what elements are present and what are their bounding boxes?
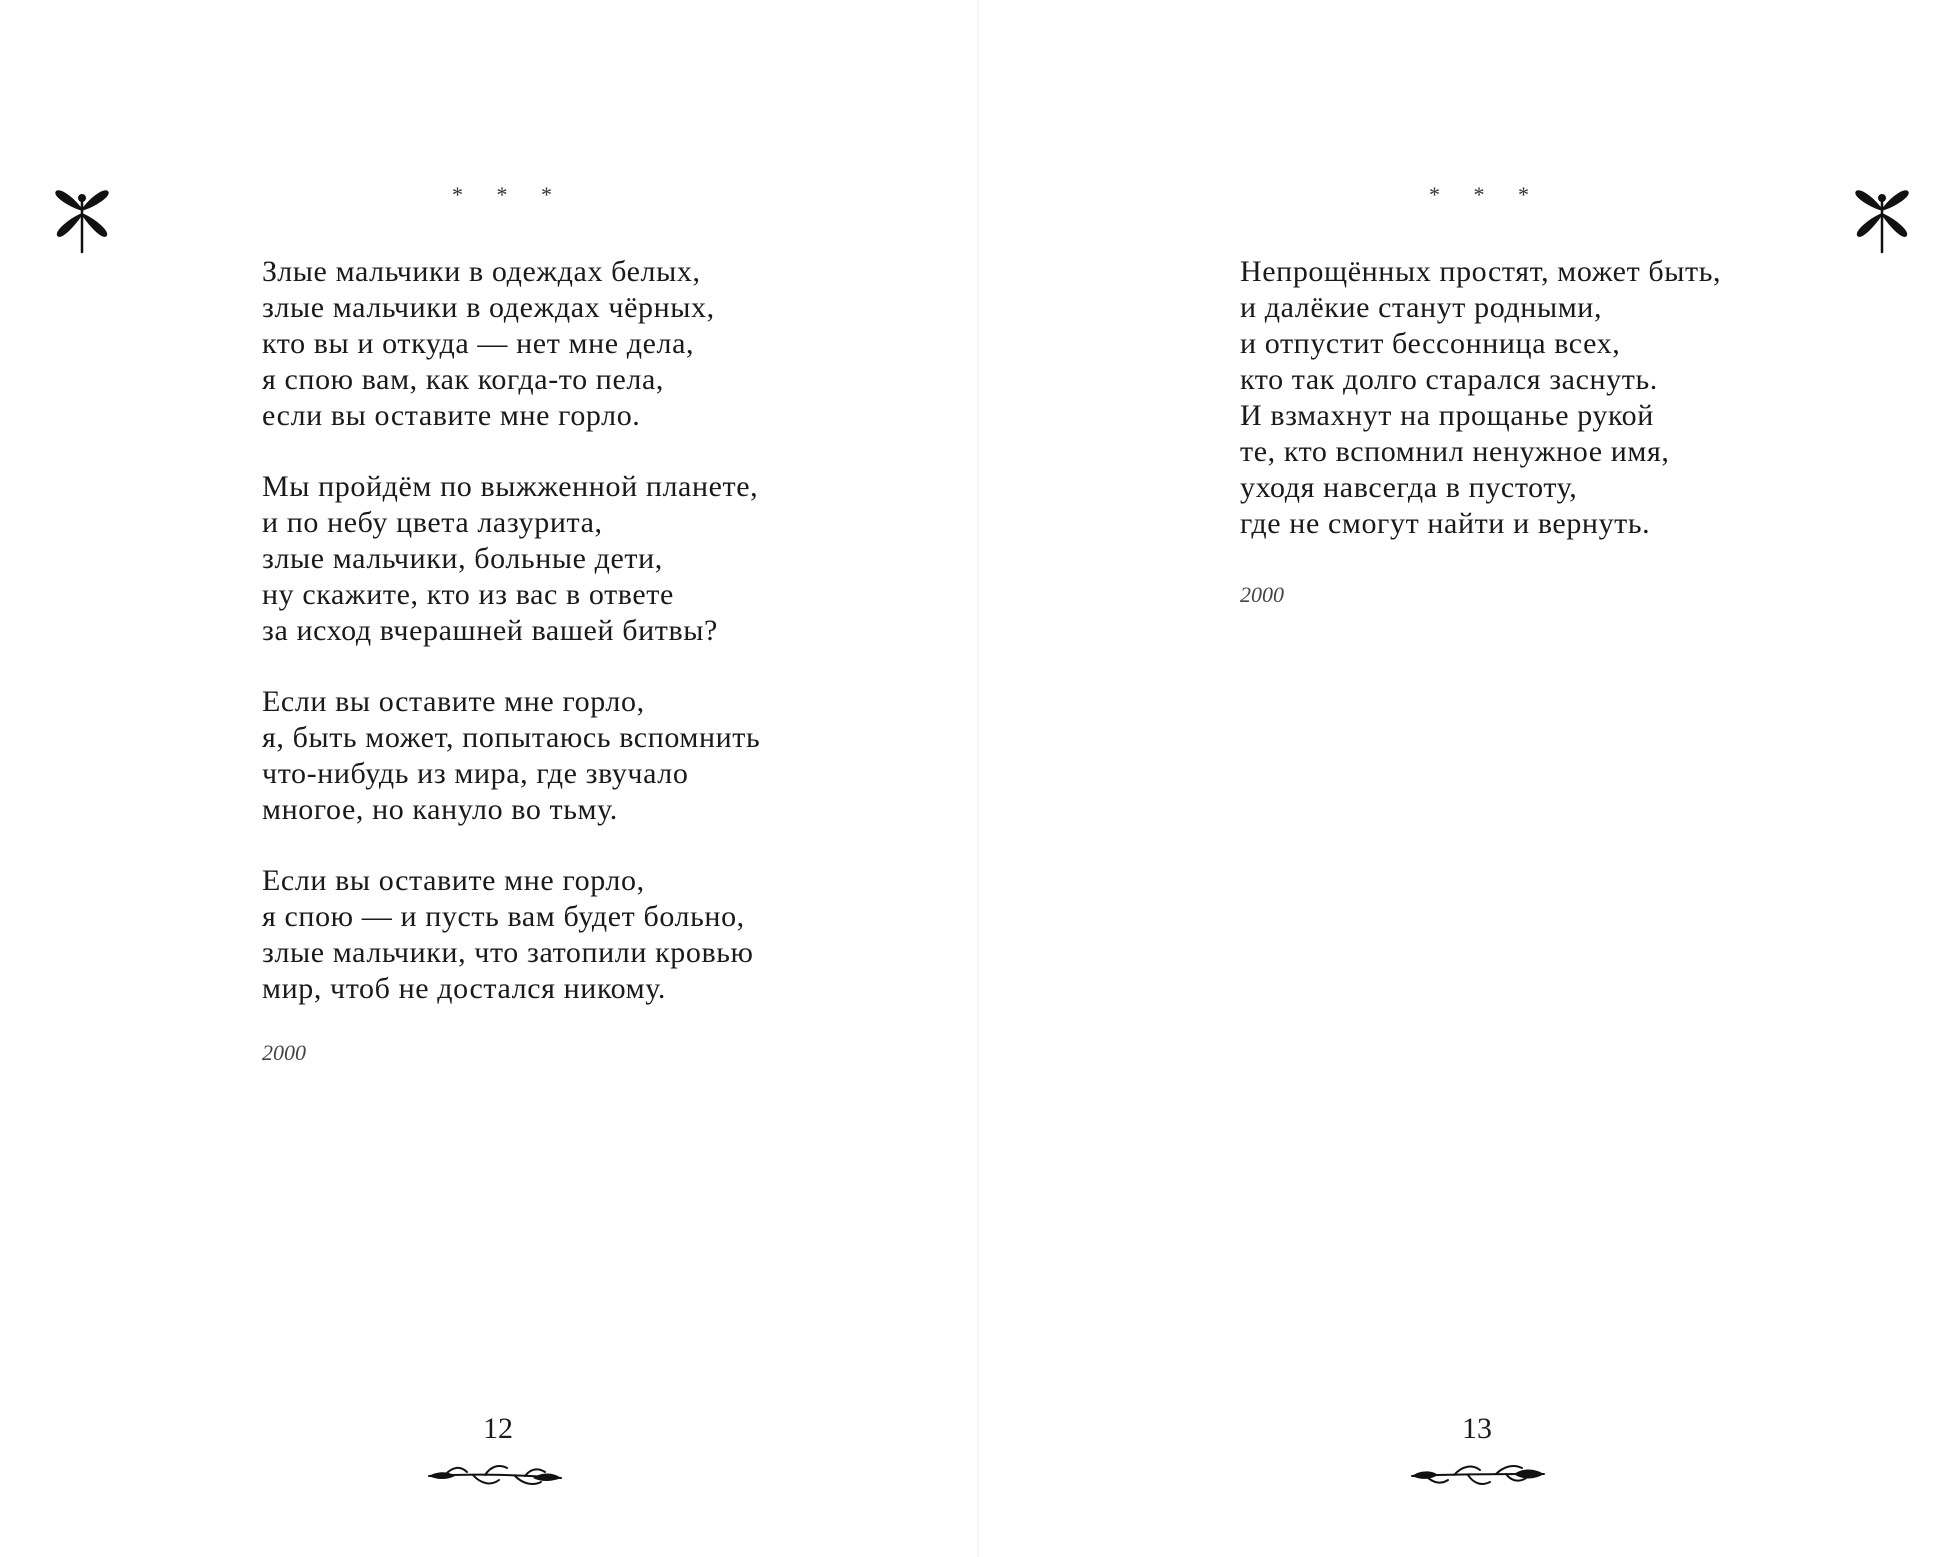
poem-line: если вы оставите мне горло. [262, 399, 641, 432]
poem-line: кто вы и откуда — нет мне дела, [262, 327, 695, 360]
stanza [262, 254, 760, 434]
poem-line: я спою — и пусть вам будет больно, [262, 900, 745, 933]
poem-line: многое, но кануло во тьму. [262, 793, 618, 826]
right-page [978, 0, 1956, 1557]
poem-line: Мы пройдём по выжженной планете, [262, 470, 759, 503]
poem-text [1240, 254, 1721, 577]
poem-line: и отпустит бессонница всех, [1240, 327, 1621, 360]
section-separator: * * * [1429, 182, 1543, 207]
poem-line: и далёкие станут родными, [1240, 291, 1603, 324]
stanza [1240, 254, 1721, 542]
poem-line: за исход вчерашней вашей битвы? [262, 614, 718, 647]
dragonfly-icon [50, 186, 114, 267]
poem-line: Если вы оставите мне горло, [262, 864, 645, 897]
page-number: 13 [1462, 1412, 1492, 1445]
poem-line: и по небу цвета лазурита, [262, 506, 603, 539]
poem-line: те, кто вспомнил ненужное имя, [1240, 435, 1670, 468]
poem-line: злые мальчики в одеждах чёрных, [262, 291, 715, 324]
poem-line: где не смогут найти и вернуть. [1240, 507, 1651, 540]
poem-line: мир, чтоб не достался никому. [262, 972, 666, 1005]
poem-line: злые мальчики, больные дети, [262, 542, 663, 575]
stanza [262, 863, 760, 1007]
poem-line: Непрощённых простят, может быть, [1240, 255, 1722, 288]
branch-ornament-icon [425, 1460, 565, 1495]
section-separator: * * * [452, 182, 566, 207]
poem-line: я, быть может, попытаюсь вспомнить [262, 721, 761, 754]
poem-line: кто так долго старался заснуть. [1240, 363, 1658, 396]
dragonfly-icon [1850, 186, 1914, 267]
poem-year: 2000 [262, 1040, 306, 1065]
poem-line: я спою вам, как когда-то пела, [262, 363, 664, 396]
poem-line: злые мальчики, что затопили кровью [262, 936, 754, 969]
poem-line: ну скажите, кто из вас в ответе [262, 578, 674, 611]
poem-line: И взмахнут на прощанье рукой [1240, 399, 1654, 432]
poem-text [262, 254, 760, 1042]
poem-line: Злые мальчики в одеждах белых, [262, 255, 701, 288]
poem-line: что-нибудь из мира, где звучало [262, 757, 689, 790]
poem-line: уходя навсегда в пустоту, [1240, 471, 1578, 504]
stanza [262, 684, 760, 828]
stanza [262, 469, 760, 649]
branch-ornament-icon [1408, 1460, 1548, 1495]
page-number: 12 [483, 1412, 513, 1445]
poem-line: Если вы оставите мне горло, [262, 685, 645, 718]
poem-year: 2000 [1240, 582, 1284, 607]
